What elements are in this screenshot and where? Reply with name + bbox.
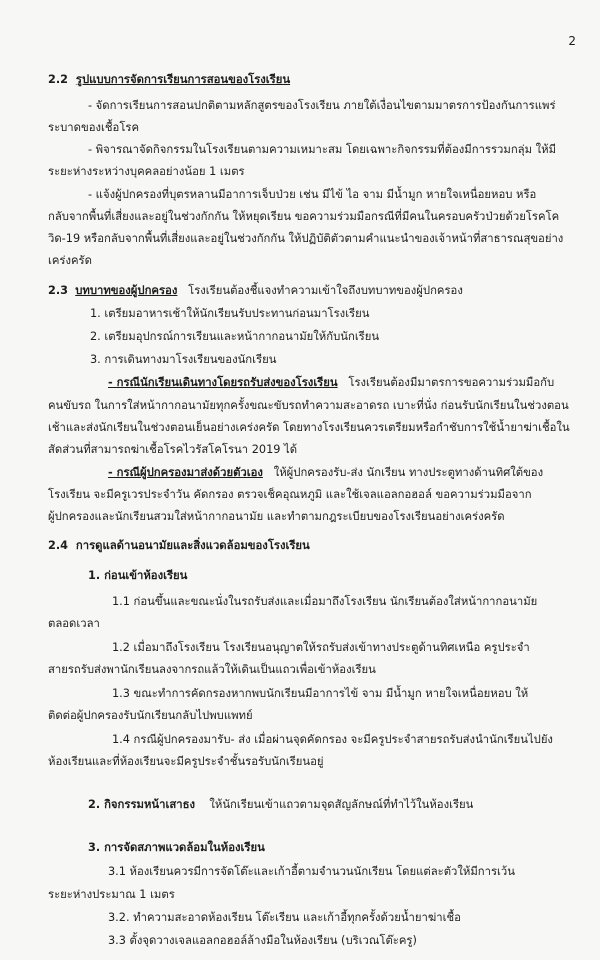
s24-sub1-heading: 1. ก่อนเข้าห้องเรียน <box>88 569 188 582</box>
s23-item-2: 2. เตรียมอุปกรณ์การเรียนและหน้ากากอนามัยให้กับนักเรียน <box>90 330 380 343</box>
s22-bullet3-line3: วิด-19 หรือกลับจากพื้นที่เสี่ยงและอยู่ในช่วงกักกัน ให้ปฏิบัติตัวตามคำแนะนำของเจ้าหน้าที่สาธารณสุขอย่าง <box>48 232 564 245</box>
s23-item-1: 1. เตรียมอาหารเช้าให้นักเรียนรับประทานก่อนมาโรงเรียน <box>90 307 370 320</box>
s22-bullet2-line2: ระยะห่างระหว่างบุคคลอย่างน้อย 1 เมตร <box>48 165 245 178</box>
s22-bullet1-line1: - จัดการเรียนการสอนปกติตามหลักสูตรของโรงเรียน ภายใต้เงื่อนไขตามมาตรการป้องกันการแพร่ <box>88 99 556 112</box>
s24-p11-line1: 1.1 ก่อนขึ้นและขณะนั่งในรถรับส่งและเมื่อมาถึงโรงเรียน นักเรียนต้องใส่หน้ากากอนามัย <box>112 595 538 608</box>
s23-case2-line1 <box>108 465 543 481</box>
s23-case2-line2: โรงเรียน จะมีครูเวรประจำวัน คัดกรอง ตรวจเช็คอุณหภูมิ และใช้เจลแอลกอฮอล์ ขอความร่วมมือจาก <box>48 488 532 501</box>
section-2-3-heading <box>48 283 463 299</box>
section-2-2-number: 2.2 <box>48 73 69 86</box>
s24-p14-line2: ห้องเรียนและที่ห้องเรียนจะมีครูประจำชั้นรอรับนักเรียนอยู่ <box>48 755 324 768</box>
section-2-4-title: การดูแลด้านอนามัยและสิ่งแวดล้อมของโรงเรียน <box>75 539 310 552</box>
s23-case1-text: โรงเรียนต้องมีมาตรการขอความร่วมมือกับ <box>348 376 555 389</box>
s23-case1-line1 <box>108 375 554 391</box>
s22-bullet3-line4: เคร่งครัด <box>48 254 92 267</box>
s24-p11-line2: ตลอดเวลา <box>48 617 100 630</box>
s24-p31-line2: ระยะห่างประมาณ 1 เมตร <box>48 888 175 901</box>
s24-p14-line1: 1.4 กรณีผู้ปกครองมารับ- ส่ง เมื่อผ่านจุดคัดกรอง จะมีครูประจำสายรถรับส่งนำนักเรียนไปยัง <box>112 733 553 746</box>
s24-sub3-heading: 3. การจัดสภาพแวดล้อมในห้องเรียน <box>88 841 265 854</box>
s24-sub2-heading: 2. กิจกรรมหน้าเสาธง <box>88 798 195 811</box>
s24-p13-line2: ติดต่อผู้ปกครองรับนักเรียนกลับไปพบแพทย์ <box>48 709 253 722</box>
s23-case2-line3: ผู้ปกครองและนักเรียนสวมใส่หน้ากากอนามัย และทำตามกฎระเบียบของโรงเรียนอย่างเคร่งครัด <box>48 510 505 523</box>
s23-case1-heading: - กรณีนักเรียนเดินทางโดยรถรับส่งของโรงเรียน <box>108 376 338 389</box>
section-2-2-heading <box>48 72 290 88</box>
s24-p33: 3.3 ตั้งจุดวางเจลแอลกอฮอล์ล้างมือในห้องเรียน (บริเวณโต๊ะครู) <box>108 934 417 947</box>
section-2-3-number: 2.3 <box>48 284 69 297</box>
s23-case1-line3: เช้าและส่งนักเรียนในช่วงตอนเย็นอย่างเคร่งครัด โดยทางโรงเรียนควรเตรียมหรือกำชับการใช้น้ำยาฆ่าเชื้อใน <box>48 421 570 434</box>
s24-sub2-text: ให้นักเรียนเข้าแถวตามจุดสัญลักษณ์ที่ทำไว้ในห้องเรียน <box>209 798 474 811</box>
s22-bullet2-line1: - พิจารณาจัดกิจกรรมในโรงเรียนตามความเหมาะสม โดยเฉพาะกิจกรรมที่ต้องมีการรวมกลุ่ม ให้มี <box>88 143 557 156</box>
s24-p13-line1: 1.3 ขณะทำการคัดกรองหากพบนักเรียนมีอาการไข้ จาม มีน้ำมูก หายใจเหนื่อยหอบ ให้ <box>112 687 529 700</box>
s23-case2-heading: - กรณีผู้ปกครองมาส่งด้วยตัวเอง <box>108 466 263 479</box>
section-2-3-title: บทบาทของผู้ปกครอง <box>75 284 178 297</box>
s24-p12-line2: สายรถรับส่งพานักเรียนลงจากรถแล้วให้เดินเป็นแถวเพื่อเข้าห้องเรียน <box>48 663 376 676</box>
s22-bullet3-line2: กลับจากพื้นที่เสี่ยงและอยู่ในช่วงกักกัน ให้หยุดเรียน ขอความร่วมมือกรณีที่มีคนในครอบครัวป่วยด้วยโรคโค <box>48 210 560 223</box>
s22-bullet1-line2: ระบาดของเชื้อโรค <box>48 121 140 134</box>
s23-case2-text: ให้ผู้ปกครองรับ-ส่ง นักเรียน ทางประตูทางด้านทิศใต้ของ <box>273 466 544 479</box>
s23-case1-line4: สัดส่วนที่สามารถฆ่าเชื้อโรคไวรัสโคโรนา 2019 ได้ <box>48 443 298 456</box>
s24-p12-line1: 1.2 เมื่อมาถึงโรงเรียน โรงเรียนอนุญาตให้รถรับส่งเข้าทางประตูด้านทิศเหนือ ครูประจำ <box>112 641 530 654</box>
s23-item-3: 3. การเดินทางมาโรงเรียนของนักเรียน <box>90 353 277 366</box>
section-2-4-heading <box>48 538 310 554</box>
s24-p31-line1: 3.1 ห้องเรียนควรมีการจัดโต๊ะและเก้าอี้ตามจำนวนนักเรียน โดยแต่ละตัวให้มีการเว้น <box>108 865 515 878</box>
s24-sub2-line <box>88 797 473 813</box>
section-2-3-intro: โรงเรียนต้องชี้แจงทำความเข้าใจถึงบทบาทของผู้ปกครอง <box>188 284 463 297</box>
s23-case1-line2: คนขับรถ ในการใส่หน้ากากอนามัยทุกครั้งขณะขับรถทำความสะอาดรถ เบาะที่นั่ง ก่อนรับนักเรียนในช่วงตอน <box>48 399 569 412</box>
s24-p32: 3.2. ทำความสะอาดห้องเรียน โต๊ะเรียน และเก้าอี้ทุกครั้งด้วยน้ำยาฆ่าเชื้อ <box>108 911 461 924</box>
section-2-2-title: รูปแบบการจัดการเรียนการสอนของโรงเรียน <box>75 73 291 86</box>
s22-bullet3-line1: - แจ้งผู้ปกครองที่บุตรหลานมีอาการเจ็บป่วย เช่น มีไข้ ไอ จาม มีน้ำมูก หายใจเหนื่อยหอบ หรือ <box>88 188 537 201</box>
section-2-4-number: 2.4 <box>48 539 69 552</box>
page-number: 2 <box>568 34 576 48</box>
